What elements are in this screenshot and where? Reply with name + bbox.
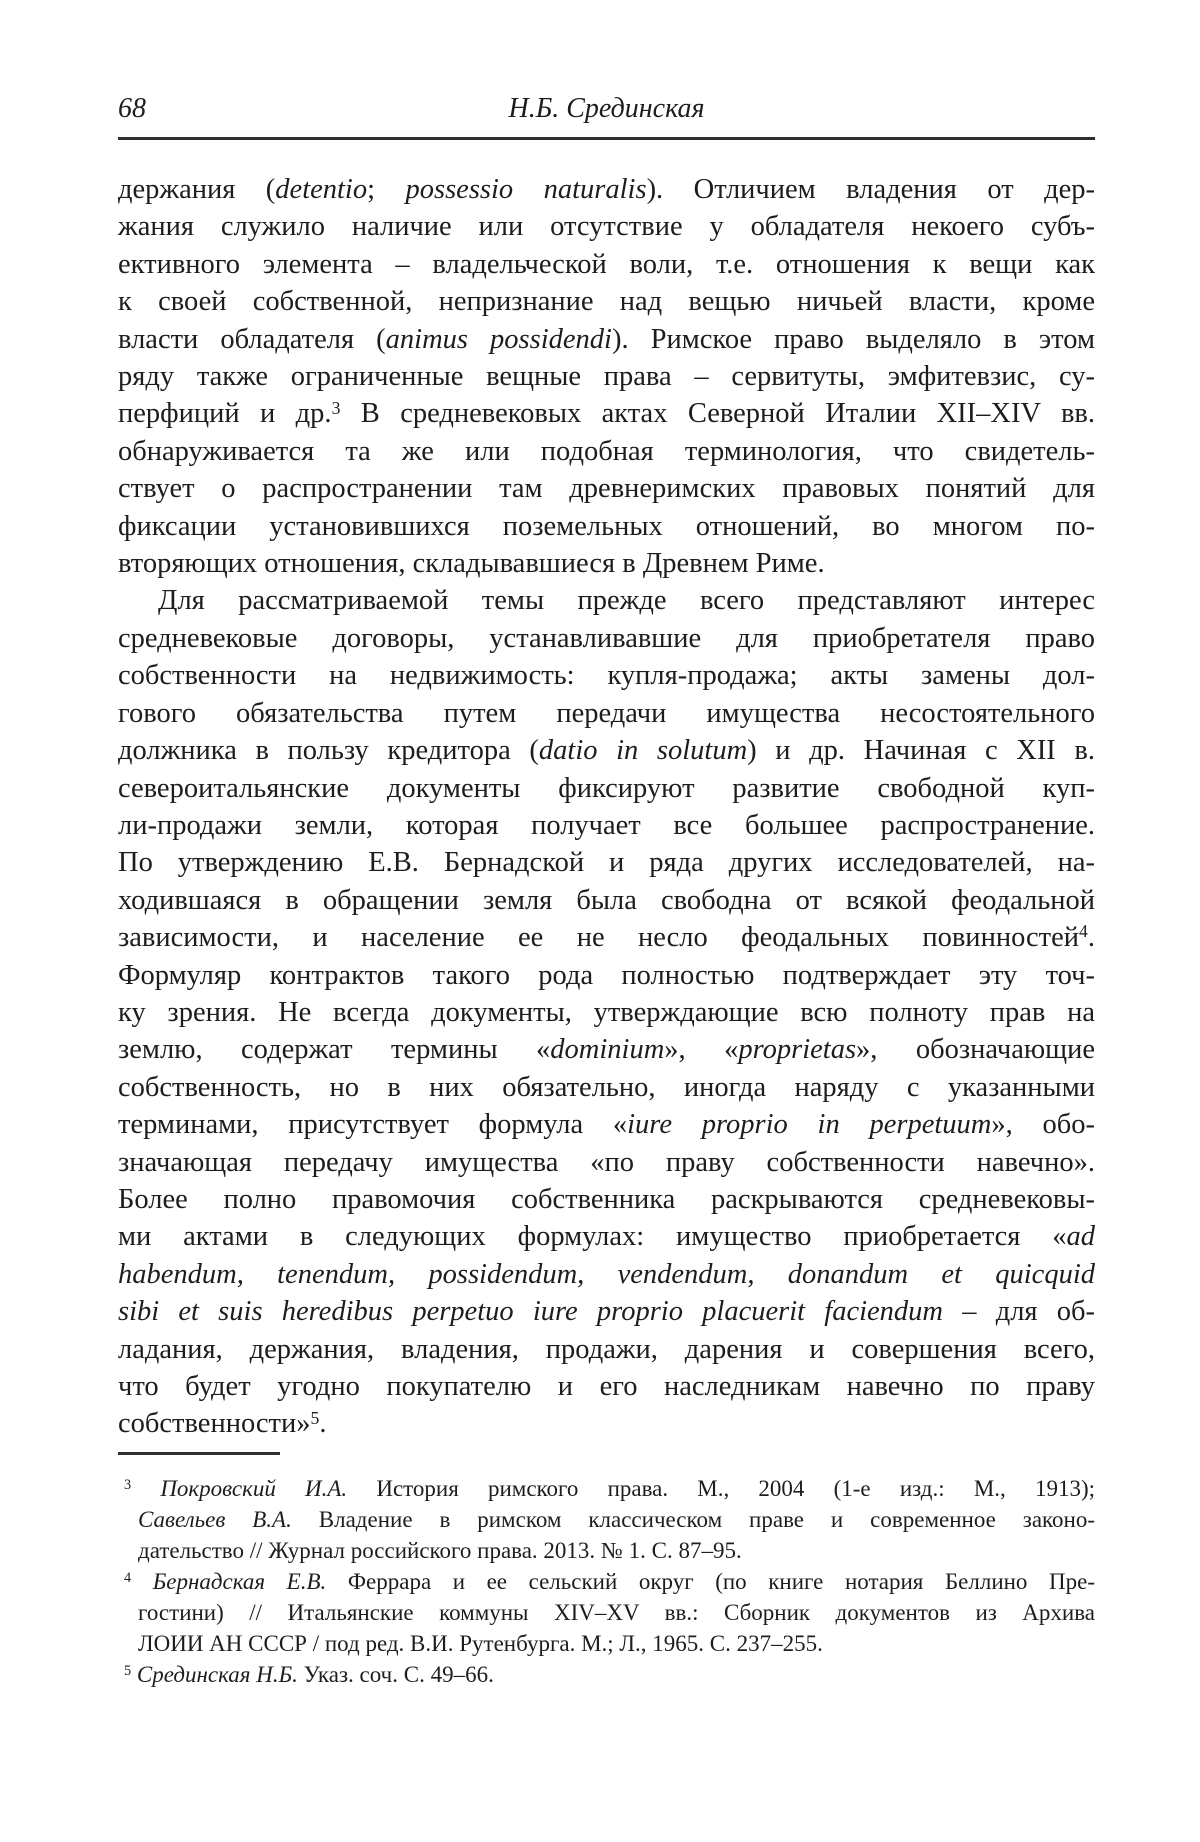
text-line: Для рассматриваемой темы прежде всего представляют интерес [158,585,1095,617]
text-line: терминами, присутствует формула «iure proprio in perpetuum», обо- [118,1109,1095,1141]
text-line: ективного элемента – владельческой воли, т.е. отношения к вещи как [118,248,1095,280]
footnote-line: $^5$ Срединская Н.Б. Указ. соч. С. 49–66. [124,1662,494,1687]
text-line: ладания, держания, владения, продажи, дарения и совершения всего, [118,1333,1095,1365]
footnote-marker: 3 [124,1476,132,1493]
text-line: ку зрения. Не всегда документы, утверждающие всю полноту прав на [118,996,1095,1028]
text-line: собственность, но в них обязательно, иногда наряду с указанными [118,1071,1095,1103]
text-line: ствует о распространении там древнеримских правовых понятий для [118,473,1095,505]
text-line: sibi et suis heredibus perpetuo iure proprio placuerit faciendum – для об- [118,1296,1095,1328]
footnote-marker: 4 [1079,921,1088,942]
text-line: землю, содержат термины «dominium», «proprietas», обозначающие [118,1034,1095,1066]
text-line: значающая передачу имущества «по праву собственности навечно». [118,1146,1095,1178]
text-line: фиксации установившихся поземельных отношений, во многом по- [118,510,1095,542]
text-line: держания (detentio; possessio naturalis). Отличием владения от дер- [118,174,1095,205]
text-line: ряду также ограниченные вещные права – сервитуты, эмфитевзис, су- [118,361,1095,393]
text-line: власти обладателя (animus possidendi). Римское право выделяло в этом [118,323,1095,355]
footnote-line: $^4$ Бернадская Е.В. Феррара и ее сельский округ (по книге нотария Беллино Пре- [124,1569,1095,1594]
footnote-line: гостини) // Итальянские коммуны XIV–XV вв.: Сборник документов из Архива [138,1600,1095,1625]
footnote-line: Савельев В.А. Владение в римском классическом праве и современное законо- [138,1507,1096,1532]
text-line: habendum, tenendum, possidendum, vendendum, donandum et quicquid [118,1258,1095,1290]
footnote-rule [118,1452,280,1455]
text-line: перфиций и др.$^3$ В средневековых актах Северной Италии XII–XIV вв. [118,397,1095,430]
text-line: должника в пользу кредитора (datio in solutum) и др. Начиная с XII в. [118,735,1095,767]
text-line: вторяющих отношения, складывавшиеся в Древнем Риме. [118,548,825,580]
footnote-line: $^3$ Покровский И.А. История римского права. М., 2004 (1-е изд.: М., 1913); [124,1476,1095,1501]
text-line: зависимости, и население ее не несло феодальных повинностей$^4$. [118,921,1095,954]
footnote-marker: 4 [124,1569,132,1586]
text-line: ли-продажи земли, которая получает все большее распространение. [118,809,1095,841]
text-line: к своей собственной, непризнание над вещью ничьей власти, кроме [118,286,1095,318]
footnote-marker: 5 [124,1662,132,1679]
text-line: ходившаяся в обращении земля была свободна от всякой феодальной [118,884,1095,916]
footnotes [124,1473,1095,1690]
text-line: гового обязательства путем передачи имущества несостоятельного [118,697,1095,729]
body-text [118,171,1095,1443]
header-rule [118,137,1095,140]
page-number: 68 [118,93,146,124]
text-line: жания служило наличие или отсутствие у обладателя некоего субъ- [118,211,1095,243]
text-line: обнаруживается та же или подобная терминология, что свидетель- [118,435,1095,467]
text-line: собственности на недвижимость: купля-продажа; акты замены дол- [118,660,1095,692]
footnote-line: ЛОИИ АН СССР / под ред. В.И. Рутенбурга. М.; Л., 1965. С. 237–255. [138,1631,823,1656]
text-line: По утверждению Е.В. Бернадской и ряда других исследователей, на- [118,847,1095,879]
text-line: ми актами в следующих формулах: имущество приобретается «ad [118,1221,1095,1253]
footnote-marker: 3 [331,397,341,418]
text-line: Формуляр контрактов такого рода полностью подтверждает эту точ- [118,959,1095,991]
text-line: собственности»$^5$. [118,1407,327,1440]
text-line: Более полно правомочия собственника раскрываются средневековы- [118,1183,1095,1215]
footnote-line: дательство // Журнал российского права. 2013. № 1. С. 87–95. [138,1538,742,1563]
text-line: североитальянские документы фиксируют развитие свободной куп- [118,772,1095,804]
text-line: средневековые договоры, устанавливавшие для приобретателя право [118,622,1095,654]
footnote-marker: 5 [310,1407,320,1428]
text-line: что будет угодно покупателю и его наследникам навечно по праву [118,1371,1095,1402]
running-title: Н.Б. Срединская [508,93,705,124]
running-header [118,92,1095,132]
